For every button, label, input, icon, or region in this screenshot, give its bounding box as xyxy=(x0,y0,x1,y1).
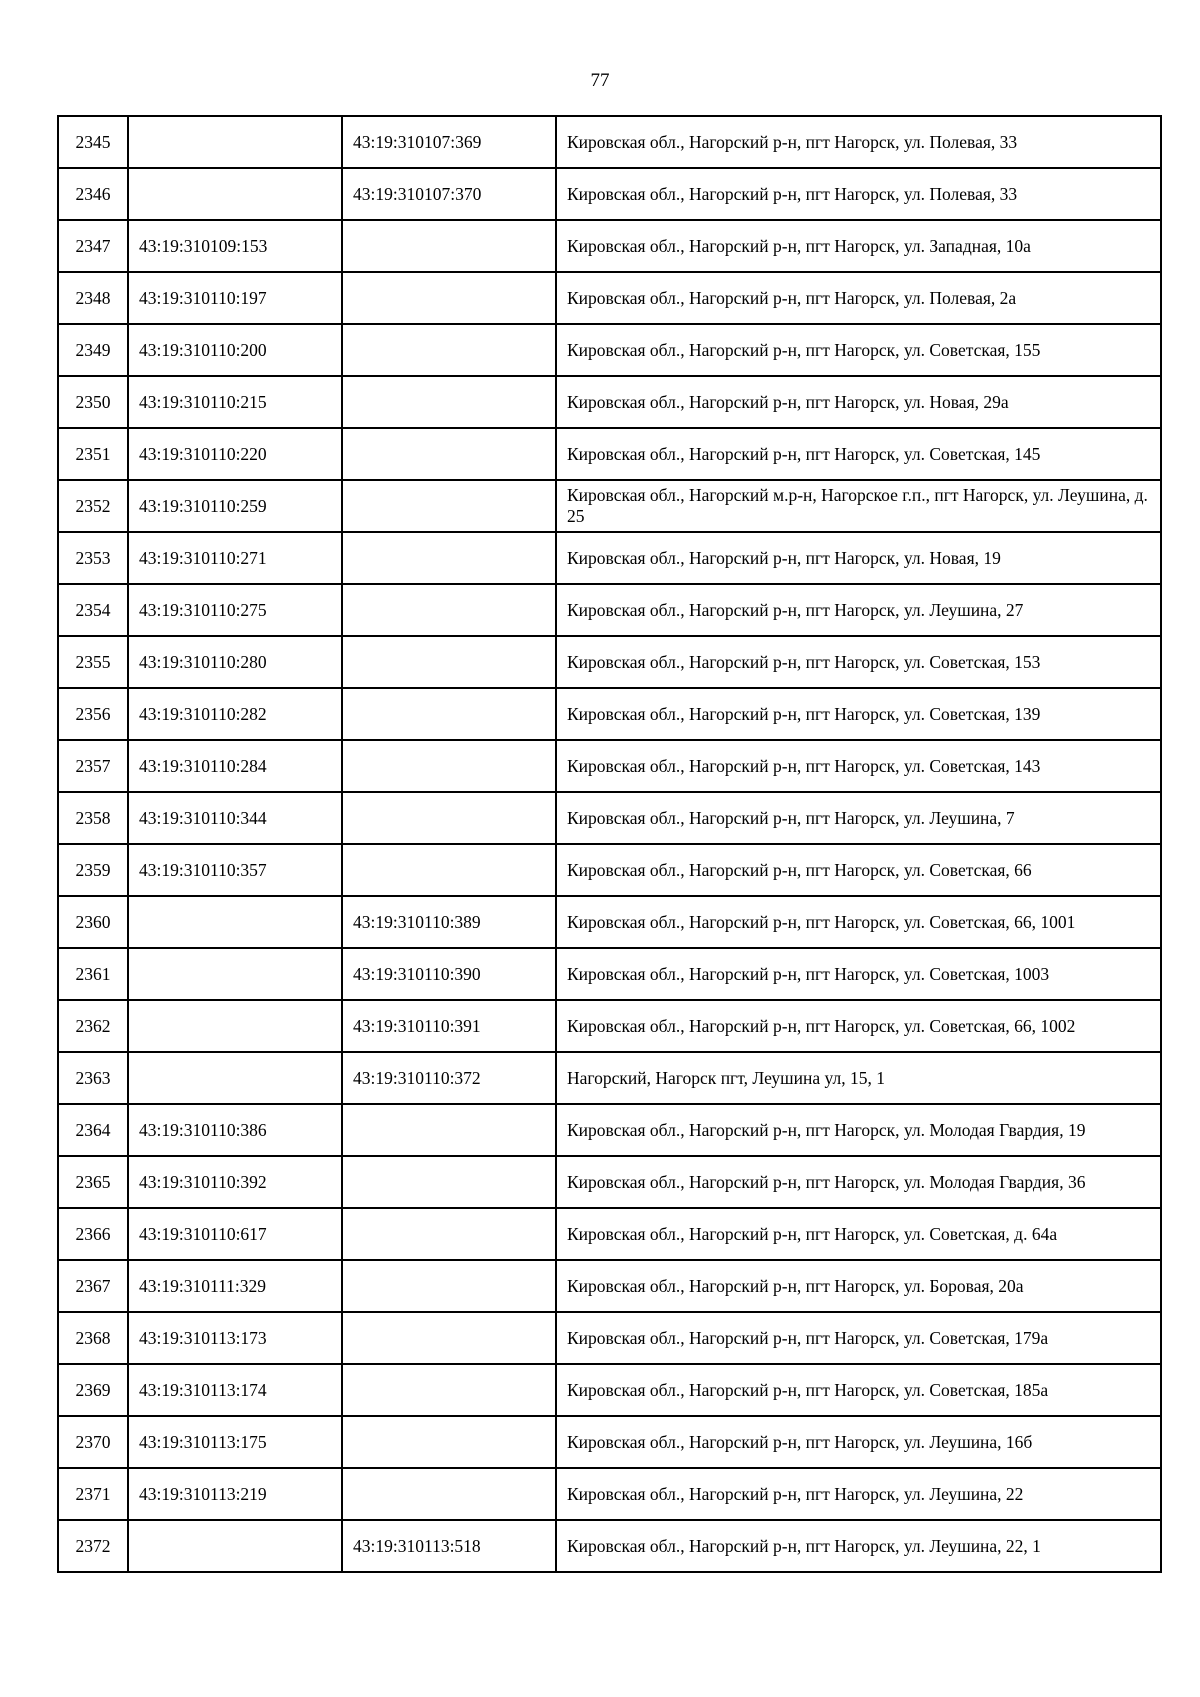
cadastral-number-land-cell: 43:19:310111:329 xyxy=(128,1260,342,1312)
row-number-cell: 2349 xyxy=(58,324,128,376)
row-number-cell: 2359 xyxy=(58,844,128,896)
cadastral-number-building-cell xyxy=(342,480,556,532)
cadastral-number-land-cell: 43:19:310110:220 xyxy=(128,428,342,480)
address-cell: Кировская обл., Нагорский р-н, пгт Нагорск, ул. Леушина, 16б xyxy=(556,1416,1161,1468)
table-row xyxy=(58,1364,1161,1416)
cadastral-number-land-cell xyxy=(128,1000,342,1052)
address-cell: Кировская обл., Нагорский р-н, пгт Нагорск, ул. Полевая, 2а xyxy=(556,272,1161,324)
cadastral-number-land-cell: 43:19:310110:392 xyxy=(128,1156,342,1208)
address-cell: Кировская обл., Нагорский р-н, пгт Нагорск, ул. Полевая, 33 xyxy=(556,116,1161,168)
cadastral-number-building-cell: 43:19:310110:390 xyxy=(342,948,556,1000)
cadastral-number-building-cell xyxy=(342,740,556,792)
cadastral-number-land-cell: 43:19:310110:259 xyxy=(128,480,342,532)
cadastral-number-land-cell: 43:19:310109:153 xyxy=(128,220,342,272)
cadastral-number-land-cell: 43:19:310110:215 xyxy=(128,376,342,428)
cadastral-number-land-cell: 43:19:310110:386 xyxy=(128,1104,342,1156)
cadastral-number-land-cell xyxy=(128,948,342,1000)
address-cell: Кировская обл., Нагорский р-н, пгт Нагорск, ул. Леушина, 22 xyxy=(556,1468,1161,1520)
cadastral-number-building-cell xyxy=(342,324,556,376)
cadastral-number-building-cell xyxy=(342,792,556,844)
table-row xyxy=(58,324,1161,376)
address-cell: Кировская обл., Нагорский р-н, пгт Нагорск, ул. Советская, 66 xyxy=(556,844,1161,896)
cadastral-number-building-cell: 43:19:310107:369 xyxy=(342,116,556,168)
table-row xyxy=(58,532,1161,584)
cadastral-number-building-cell xyxy=(342,844,556,896)
address-cell: Кировская обл., Нагорский р-н, пгт Нагорск, ул. Новая, 29а xyxy=(556,376,1161,428)
cadastral-number-land-cell: 43:19:310110:197 xyxy=(128,272,342,324)
row-number-cell: 2366 xyxy=(58,1208,128,1260)
row-number-cell: 2363 xyxy=(58,1052,128,1104)
cadastral-number-building-cell xyxy=(342,376,556,428)
address-cell: Кировская обл., Нагорский р-н, пгт Нагорск, ул. Советская, д. 64а xyxy=(556,1208,1161,1260)
address-cell: Кировская обл., Нагорский р-н, пгт Нагорск, ул. Советская, 66, 1002 xyxy=(556,1000,1161,1052)
row-number-cell: 2358 xyxy=(58,792,128,844)
table-row xyxy=(58,792,1161,844)
address-cell: Кировская обл., Нагорский р-н, пгт Нагорск, ул. Молодая Гвардия, 36 xyxy=(556,1156,1161,1208)
table-row xyxy=(58,1208,1161,1260)
address-cell: Кировская обл., Нагорский р-н, пгт Нагорск, ул. Советская, 185а xyxy=(556,1364,1161,1416)
cadastral-number-land-cell: 43:19:310110:617 xyxy=(128,1208,342,1260)
cadastral-number-building-cell xyxy=(342,1208,556,1260)
table-row xyxy=(58,948,1161,1000)
table-row xyxy=(58,844,1161,896)
row-number-cell: 2372 xyxy=(58,1520,128,1572)
table-row xyxy=(58,428,1161,480)
table-row xyxy=(58,1052,1161,1104)
table-row xyxy=(58,1000,1161,1052)
cadastral-number-land-cell: 43:19:310110:344 xyxy=(128,792,342,844)
table-row xyxy=(58,1416,1161,1468)
cadastral-number-building-cell xyxy=(342,1104,556,1156)
address-cell: Кировская обл., Нагорский р-н, пгт Нагорск, ул. Леушина, 22, 1 xyxy=(556,1520,1161,1572)
cadastral-number-building-cell: 43:19:310107:370 xyxy=(342,168,556,220)
address-cell: Кировская обл., Нагорский р-н, пгт Нагорск, ул. Советская, 155 xyxy=(556,324,1161,376)
cadastral-number-land-cell: 43:19:310110:282 xyxy=(128,688,342,740)
cadastral-number-building-cell xyxy=(342,1312,556,1364)
address-cell: Кировская обл., Нагорский р-н, пгт Нагорск, ул. Советская, 153 xyxy=(556,636,1161,688)
cadastral-number-building-cell: 43:19:310113:518 xyxy=(342,1520,556,1572)
table-row xyxy=(58,1468,1161,1520)
cadastral-number-building-cell xyxy=(342,272,556,324)
row-number-cell: 2356 xyxy=(58,688,128,740)
address-cell: Кировская обл., Нагорский р-н, пгт Нагорск, ул. Леушина, 7 xyxy=(556,792,1161,844)
table-row xyxy=(58,896,1161,948)
page-number: 77 xyxy=(590,70,610,91)
row-number-cell: 2362 xyxy=(58,1000,128,1052)
table-row xyxy=(58,116,1161,168)
row-number-cell: 2371 xyxy=(58,1468,128,1520)
table-row xyxy=(58,272,1161,324)
row-number-cell: 2361 xyxy=(58,948,128,1000)
row-number-cell: 2365 xyxy=(58,1156,128,1208)
table-row xyxy=(58,636,1161,688)
cadastral-number-land-cell xyxy=(128,1052,342,1104)
cadastral-number-building-cell: 43:19:310110:372 xyxy=(342,1052,556,1104)
row-number-cell: 2352 xyxy=(58,480,128,532)
row-number-cell: 2347 xyxy=(58,220,128,272)
cadastral-number-land-cell: 43:19:310113:175 xyxy=(128,1416,342,1468)
row-number-cell: 2354 xyxy=(58,584,128,636)
address-cell: Нагорский, Нагорск пгт, Леушина ул, 15, 1 xyxy=(556,1052,1161,1104)
cadastral-number-land-cell: 43:19:310110:284 xyxy=(128,740,342,792)
row-number-cell: 2357 xyxy=(58,740,128,792)
address-cell: Кировская обл., Нагорский р-н, пгт Нагорск, ул. Советская, 145 xyxy=(556,428,1161,480)
cadastral-number-building-cell xyxy=(342,428,556,480)
row-number-cell: 2364 xyxy=(58,1104,128,1156)
row-number-cell: 2355 xyxy=(58,636,128,688)
row-number-cell: 2348 xyxy=(58,272,128,324)
row-number-cell: 2350 xyxy=(58,376,128,428)
address-cell: Кировская обл., Нагорский р-н, пгт Нагорск, ул. Молодая Гвардия, 19 xyxy=(556,1104,1161,1156)
row-number-cell: 2345 xyxy=(58,116,128,168)
cadastral-number-building-cell xyxy=(342,1260,556,1312)
cadastral-number-land-cell xyxy=(128,116,342,168)
row-number-cell: 2346 xyxy=(58,168,128,220)
table-row xyxy=(58,688,1161,740)
table-row xyxy=(58,1104,1161,1156)
cadastral-number-land-cell: 43:19:310110:271 xyxy=(128,532,342,584)
cadastral-number-land-cell: 43:19:310110:357 xyxy=(128,844,342,896)
cadastral-number-land-cell xyxy=(128,896,342,948)
address-cell: Кировская обл., Нагорский р-н, пгт Нагорск, ул. Советская, 66, 1001 xyxy=(556,896,1161,948)
cadastral-number-building-cell xyxy=(342,688,556,740)
address-cell: Кировская обл., Нагорский р-н, пгт Нагорск, ул. Советская, 1003 xyxy=(556,948,1161,1000)
row-number-cell: 2370 xyxy=(58,1416,128,1468)
table-row xyxy=(58,1312,1161,1364)
row-number-cell: 2368 xyxy=(58,1312,128,1364)
cadastral-number-land-cell: 43:19:310113:174 xyxy=(128,1364,342,1416)
cadastral-number-building-cell: 43:19:310110:389 xyxy=(342,896,556,948)
table-row xyxy=(58,1156,1161,1208)
registry-table-body xyxy=(58,116,1161,1572)
cadastral-number-building-cell xyxy=(342,584,556,636)
address-cell: Кировская обл., Нагорский р-н, пгт Нагорск, ул. Новая, 19 xyxy=(556,532,1161,584)
address-cell: Кировская обл., Нагорский р-н, пгт Нагорск, ул. Советская, 143 xyxy=(556,740,1161,792)
cadastral-number-land-cell xyxy=(128,168,342,220)
address-cell: Кировская обл., Нагорский р-н, пгт Нагорск, ул. Леушина, 27 xyxy=(556,584,1161,636)
table-row xyxy=(58,168,1161,220)
table-row xyxy=(58,376,1161,428)
table-row xyxy=(58,1260,1161,1312)
cadastral-number-land-cell: 43:19:310110:200 xyxy=(128,324,342,376)
cadastral-number-building-cell xyxy=(342,636,556,688)
cadastral-number-building-cell xyxy=(342,1156,556,1208)
table-row xyxy=(58,1520,1161,1572)
row-number-cell: 2351 xyxy=(58,428,128,480)
table-row xyxy=(58,480,1161,532)
cadastral-number-land-cell: 43:19:310110:280 xyxy=(128,636,342,688)
address-cell: Кировская обл., Нагорский р-н, пгт Нагорск, ул. Советская, 179а xyxy=(556,1312,1161,1364)
address-cell: Кировская обл., Нагорский р-н, пгт Нагорск, ул. Боровая, 20а xyxy=(556,1260,1161,1312)
cadastral-number-building-cell: 43:19:310110:391 xyxy=(342,1000,556,1052)
row-number-cell: 2367 xyxy=(58,1260,128,1312)
cadastral-number-building-cell xyxy=(342,532,556,584)
cadastral-number-building-cell xyxy=(342,1364,556,1416)
cadastral-number-building-cell xyxy=(342,1468,556,1520)
registry-table xyxy=(57,115,1162,1573)
table-row xyxy=(58,220,1161,272)
table-row xyxy=(58,740,1161,792)
cadastral-number-land-cell: 43:19:310113:219 xyxy=(128,1468,342,1520)
row-number-cell: 2369 xyxy=(58,1364,128,1416)
table-row xyxy=(58,584,1161,636)
address-cell: Кировская обл., Нагорский м.р-н, Нагорское г.п., пгт Нагорск, ул. Леушина, д. 25 xyxy=(556,480,1161,532)
cadastral-number-building-cell xyxy=(342,220,556,272)
cadastral-number-land-cell: 43:19:310110:275 xyxy=(128,584,342,636)
address-cell: Кировская обл., Нагорский р-н, пгт Нагорск, ул. Советская, 139 xyxy=(556,688,1161,740)
address-cell: Кировская обл., Нагорский р-н, пгт Нагорск, ул. Полевая, 33 xyxy=(556,168,1161,220)
cadastral-number-land-cell xyxy=(128,1520,342,1572)
cadastral-number-land-cell: 43:19:310113:173 xyxy=(128,1312,342,1364)
row-number-cell: 2353 xyxy=(58,532,128,584)
address-cell: Кировская обл., Нагорский р-н, пгт Нагорск, ул. Западная, 10а xyxy=(556,220,1161,272)
row-number-cell: 2360 xyxy=(58,896,128,948)
cadastral-number-building-cell xyxy=(342,1416,556,1468)
